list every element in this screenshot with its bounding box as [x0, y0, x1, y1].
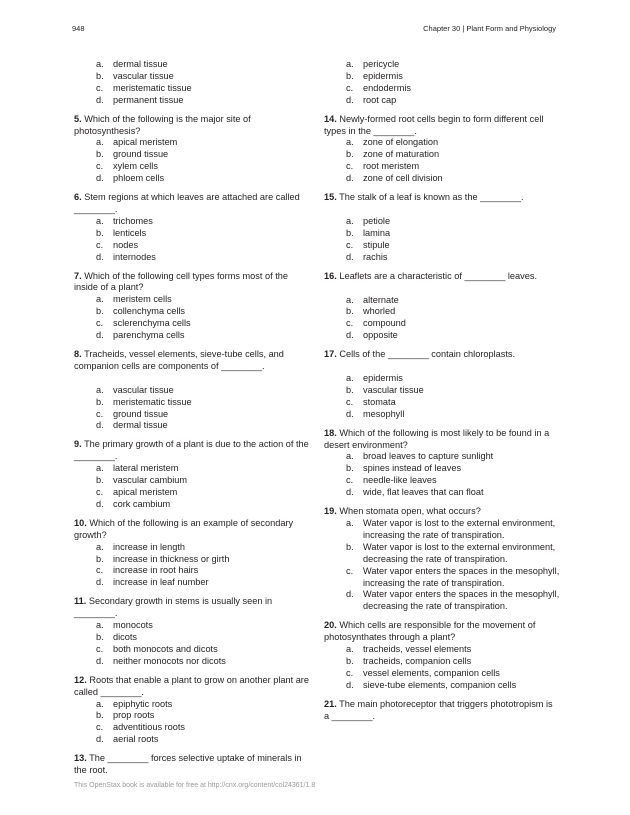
question-block [324, 192, 560, 264]
question-block [74, 114, 310, 185]
option-letter: a. [96, 620, 104, 631]
option-text: monocots [113, 620, 153, 631]
option-letter: b. [346, 227, 354, 238]
option-letter: c. [96, 643, 104, 654]
question-block [74, 596, 310, 667]
option-letter: d. [96, 94, 104, 105]
option-text: broad leaves to capture sunlight [363, 451, 494, 462]
answer-option [324, 475, 560, 487]
option-text: parenchyma cells [113, 330, 185, 341]
answer-option [74, 656, 310, 668]
answer-option [324, 451, 560, 463]
option-text: epiphytic roots [113, 698, 173, 709]
answer-option [74, 397, 310, 409]
option-letter: c. [96, 487, 104, 497]
answer-option [74, 306, 310, 318]
question-text: The main photoreceptor that triggers phototropism is a ________. [324, 698, 553, 721]
option-text: vessel elements, companion cells [363, 667, 500, 678]
option-letter: c. [96, 239, 104, 250]
answer-option [324, 680, 560, 692]
answer-option [74, 734, 310, 746]
answer-options [74, 463, 310, 511]
option-letter: b. [96, 631, 104, 642]
question-text: Leaflets are a characteristic of ________ leaves. [339, 270, 537, 281]
option-letter: a. [96, 294, 104, 305]
option-letter: d. [96, 734, 104, 745]
option-text: tracheids, vessel elements [363, 644, 472, 655]
answer-option [74, 137, 310, 149]
option-text: epidermis [363, 373, 403, 384]
option-letter: d. [96, 330, 104, 341]
option-text: xylem cells [113, 161, 158, 172]
answer-option [324, 161, 560, 173]
question-block [324, 349, 560, 421]
page-header [72, 24, 556, 36]
option-letter: b. [96, 710, 104, 721]
question-stem [324, 506, 560, 518]
option-letter: b. [346, 306, 354, 317]
option-text: rachis [363, 251, 388, 262]
option-text: petiole [363, 215, 391, 226]
answer-options [74, 216, 310, 264]
question-block [324, 428, 560, 499]
answer-option [74, 252, 310, 264]
answer-option [74, 294, 310, 306]
option-letter: b. [96, 306, 104, 317]
question-number: 8. [74, 348, 82, 359]
answer-option [324, 228, 560, 240]
option-letter: c. [96, 161, 104, 172]
option-text: lamina [363, 227, 391, 238]
question-number: 13. [74, 753, 87, 764]
question-number: 20. [324, 620, 337, 631]
answer-option [74, 409, 310, 421]
option-letter: c. [346, 667, 354, 678]
option-letter: d. [96, 173, 104, 184]
question-block [74, 753, 310, 777]
option-letter: c. [346, 239, 354, 250]
option-text: vascular tissue [363, 384, 424, 395]
answer-option [324, 137, 560, 149]
question-block [324, 59, 560, 107]
option-letter: c. [96, 722, 104, 733]
option-text: nodes [113, 239, 139, 250]
option-text: needle-like leaves [363, 475, 437, 486]
answer-option [74, 420, 310, 432]
question-number: 5. [74, 113, 82, 124]
option-letter: c. [346, 396, 354, 407]
option-text: ground tissue [113, 408, 169, 419]
answer-option [74, 554, 310, 566]
question-number: 19. [324, 506, 337, 517]
question-text: The stalk of a leaf is known as the ________. [339, 192, 524, 203]
option-letter: d. [96, 251, 104, 262]
option-text: Water vapor enters the spaces in the mesophyll, increasing the rate of transpiration. [363, 565, 560, 588]
option-text: prop roots [113, 710, 155, 721]
answer-option [324, 463, 560, 475]
question-block [324, 271, 560, 343]
answer-option [74, 149, 310, 161]
answer-options [324, 295, 560, 343]
option-text: Water vapor is lost to the external environment, increasing the rate of transpiration. [363, 518, 556, 540]
option-letter: d. [346, 679, 354, 690]
question-text: Which cells are responsible for the movement of photosynthates through a plant? [324, 620, 536, 643]
question-text: Which of the following is the major site of photosynthesis? [74, 113, 251, 136]
option-text: pericycle [363, 59, 400, 69]
answer-option [74, 161, 310, 173]
option-letter: b. [96, 227, 104, 238]
option-text: increase in leaf number [113, 577, 209, 588]
option-text: vascular cambium [113, 475, 188, 486]
question-block [74, 349, 310, 432]
left-column [74, 59, 310, 784]
question-block [324, 699, 560, 723]
option-text: adventitious roots [113, 722, 186, 733]
question-text: When stomata open, what occurs? [339, 506, 481, 517]
question-block [324, 620, 560, 691]
option-letter: d. [96, 498, 104, 509]
question-number: 18. [324, 427, 337, 438]
question-stem [74, 349, 310, 373]
option-letter: d. [346, 589, 354, 600]
option-letter: c. [96, 82, 104, 93]
question-stem [74, 675, 310, 699]
option-text: meristematic tissue [113, 396, 192, 407]
answer-option [74, 644, 310, 656]
answer-option [324, 644, 560, 656]
option-letter: c. [96, 318, 104, 329]
question-block [74, 192, 310, 263]
question-number: 11. [74, 596, 87, 607]
answer-option [74, 173, 310, 185]
option-letter: a. [346, 137, 354, 148]
option-text: dermal tissue [113, 420, 168, 431]
question-stem [324, 620, 560, 644]
answer-option [74, 475, 310, 487]
question-stem [324, 428, 560, 452]
answer-option [324, 240, 560, 252]
option-text: stomata [363, 396, 396, 407]
answer-options [324, 137, 560, 185]
option-text: vascular tissue [113, 70, 174, 81]
answer-option [324, 252, 560, 264]
answer-option [74, 620, 310, 632]
answer-option [74, 216, 310, 228]
right-column [324, 59, 560, 730]
answer-option [324, 318, 560, 330]
option-letter: a. [346, 59, 354, 69]
option-text: meristematic tissue [113, 82, 192, 93]
option-text: Water vapor is lost to the external environment, decreasing the rate of transpiration. [363, 541, 556, 564]
option-letter: d. [346, 330, 354, 341]
answer-option [324, 589, 560, 613]
question-stem [74, 192, 310, 216]
answer-option [324, 397, 560, 409]
option-letter: a. [346, 373, 354, 384]
option-text: Water vapor enters the spaces in the mesophyll, decreasing the rate of transpiration. [363, 589, 560, 612]
option-letter: d. [346, 487, 354, 498]
question-stem [74, 439, 310, 463]
answer-option [324, 373, 560, 385]
option-text: epidermis [363, 70, 403, 81]
option-text: apical meristem [113, 487, 178, 497]
question-text: Newly-formed root cells begin to form different cell types in the ________. [324, 113, 544, 136]
option-text: increase in root hairs [113, 565, 199, 576]
question-text: Which of the following is most likely to be found in a desert environment? [324, 427, 550, 450]
answer-option [324, 668, 560, 680]
option-letter: b. [96, 149, 104, 160]
question-number: 6. [74, 192, 82, 203]
option-text: cork cambium [113, 498, 171, 509]
option-text: phloem cells [113, 173, 165, 184]
option-text: meristem cells [113, 294, 172, 305]
answer-option [74, 699, 310, 711]
option-text: whorled [363, 306, 396, 317]
answer-option [74, 565, 310, 577]
option-text: endodermis [363, 82, 412, 93]
answer-options [74, 620, 310, 668]
option-text: both monocots and dicots [113, 643, 218, 654]
option-text: compound [363, 318, 406, 329]
option-letter: a. [346, 451, 354, 462]
option-text: internodes [113, 251, 156, 262]
option-text: sclerenchyma cells [113, 318, 191, 329]
option-text: dicots [113, 631, 138, 642]
answer-option [324, 59, 560, 71]
option-letter: b. [346, 463, 354, 474]
option-letter: a. [96, 541, 104, 552]
question-stem [74, 271, 310, 295]
question-stem [74, 753, 310, 777]
answer-option [74, 542, 310, 554]
answer-option [74, 385, 310, 397]
question-stem [74, 114, 310, 138]
answer-options [74, 59, 310, 107]
question-stem [324, 271, 560, 283]
question-text: Which of the following cell types forms most of the inside of a plant? [74, 270, 288, 293]
option-text: apical meristem [113, 137, 178, 148]
option-text: increase in length [113, 541, 186, 552]
option-letter: c. [346, 565, 354, 576]
answer-option [74, 330, 310, 342]
answer-options [74, 137, 310, 185]
option-letter: d. [96, 577, 104, 588]
answer-option [74, 83, 310, 95]
option-letter: d. [346, 251, 354, 262]
option-text: aerial roots [113, 734, 159, 745]
question-stem [324, 699, 560, 723]
question-block [74, 675, 310, 746]
option-text: tracheids, companion cells [363, 655, 472, 666]
answer-option [324, 216, 560, 228]
answer-option [324, 306, 560, 318]
answer-option [324, 83, 560, 95]
option-text: lateral meristem [113, 463, 179, 474]
answer-option [74, 71, 310, 83]
chapter-title: Chapter 30 | Plant Form and Physiology [423, 24, 556, 33]
option-text: collenchyma cells [113, 306, 185, 317]
question-text: The ________ forces selective uptake of minerals in the root. [74, 753, 302, 776]
question-number: 17. [324, 349, 337, 360]
question-number: 16. [324, 270, 337, 281]
answer-option [324, 566, 560, 590]
question-block [74, 59, 310, 107]
option-letter: c. [96, 408, 104, 419]
answer-option [74, 463, 310, 475]
option-letter: d. [346, 94, 354, 105]
question-block [324, 506, 560, 613]
question-text: Which of the following is an example of secondary growth? [74, 517, 294, 540]
answer-option [324, 518, 560, 542]
answer-options [74, 385, 310, 433]
page-number: 948 [72, 24, 85, 33]
option-letter: a. [96, 384, 104, 395]
answer-option [324, 409, 560, 421]
option-letter: b. [346, 149, 354, 160]
answer-option [74, 577, 310, 589]
answer-options [324, 373, 560, 421]
question-stem [324, 192, 560, 204]
answer-options [324, 451, 560, 499]
answer-option [74, 632, 310, 644]
option-letter: b. [346, 655, 354, 666]
question-text: The primary growth of a plant is due to the action of the ________. [74, 439, 309, 462]
answer-option [324, 95, 560, 107]
answer-options [324, 59, 560, 107]
option-letter: b. [96, 475, 104, 486]
option-text: zone of maturation [363, 149, 440, 160]
option-letter: b. [96, 396, 104, 407]
answer-option [74, 318, 310, 330]
option-letter: c. [346, 318, 354, 329]
option-letter: a. [96, 137, 104, 148]
option-letter: b. [346, 70, 354, 81]
option-text: sieve-tube elements, companion cells [363, 679, 517, 690]
option-text: trichomes [113, 215, 153, 226]
option-text: zone of cell division [363, 173, 443, 184]
answer-option [324, 71, 560, 83]
answer-option [74, 722, 310, 734]
question-stem [324, 349, 560, 361]
question-block [324, 114, 560, 185]
question-stem [74, 596, 310, 620]
option-letter: a. [346, 644, 354, 655]
option-text: spines instead of leaves [363, 463, 462, 474]
option-letter: b. [346, 541, 354, 552]
option-text: lenticels [113, 227, 147, 238]
option-letter: b. [96, 553, 104, 564]
option-text: mesophyll [363, 408, 405, 419]
option-letter: c. [346, 475, 354, 486]
footer-note: This OpenStax book is available for free at http://cnx.org/content/col24361/1.8 [74, 782, 316, 789]
option-text: neither monocots nor dicots [113, 655, 226, 666]
answer-option [74, 499, 310, 511]
option-letter: a. [96, 59, 104, 69]
option-letter: d. [96, 655, 104, 666]
option-text: wide, flat leaves that can float [363, 487, 484, 498]
option-letter: b. [96, 70, 104, 81]
option-letter: a. [346, 518, 354, 528]
option-letter: d. [346, 173, 354, 184]
answer-option [74, 59, 310, 71]
answer-option [324, 542, 560, 566]
question-number: 15. [324, 192, 337, 203]
answer-options [74, 294, 310, 342]
question-text: Stem regions at which leaves are attached are called ________. [74, 192, 300, 214]
answer-option [74, 95, 310, 107]
question-text: Tracheids, vessel elements, sieve-tube cells, and companion cells are components of ________. [74, 348, 284, 371]
option-text: root meristem [363, 161, 420, 172]
option-text: vascular tissue [113, 384, 174, 395]
answer-option [324, 149, 560, 161]
option-letter: a. [346, 215, 354, 226]
question-text: Roots that enable a plant to grow on another plant are called ________. [74, 674, 309, 697]
answer-option [74, 487, 310, 499]
answer-option [324, 385, 560, 397]
option-letter: d. [96, 420, 104, 431]
question-block [74, 271, 310, 342]
option-text: ground tissue [113, 149, 169, 160]
option-letter: c. [346, 161, 354, 172]
question-number: 10. [74, 517, 87, 528]
question-stem [324, 114, 560, 138]
question-text: Secondary growth in stems is usually seen in ________. [74, 596, 273, 619]
answer-options [324, 518, 560, 613]
question-stem [74, 518, 310, 542]
question-text: Cells of the ________ contain chloroplasts. [339, 349, 516, 360]
answer-options [74, 542, 310, 590]
option-text: stipule [363, 239, 390, 250]
answer-options [74, 699, 310, 747]
option-letter: b. [346, 384, 354, 395]
answer-options [324, 216, 560, 264]
option-letter: a. [346, 294, 354, 305]
option-text: root cap [363, 94, 397, 105]
option-text: permanent tissue [113, 94, 184, 105]
question-number: 21. [324, 698, 337, 709]
option-text: increase in thickness or girth [113, 553, 230, 564]
question-block [74, 439, 310, 510]
option-letter: a. [96, 463, 104, 474]
question-number: 9. [74, 439, 82, 450]
question-number: 14. [324, 113, 337, 124]
option-text: dermal tissue [113, 59, 168, 69]
option-letter: c. [346, 82, 354, 93]
option-letter: a. [96, 698, 104, 709]
question-number: 12. [74, 674, 87, 685]
answer-option [324, 295, 560, 307]
answer-option [74, 240, 310, 252]
option-letter: c. [96, 565, 104, 576]
answer-option [74, 228, 310, 240]
option-text: opposite [363, 330, 398, 341]
option-letter: d. [346, 408, 354, 419]
question-number: 7. [74, 270, 82, 281]
answer-option [324, 330, 560, 342]
answer-option [324, 656, 560, 668]
answer-options [324, 644, 560, 692]
answer-option [324, 173, 560, 185]
option-letter: a. [96, 215, 104, 226]
option-text: zone of elongation [363, 137, 439, 148]
question-block [74, 518, 310, 589]
answer-option [324, 487, 560, 499]
option-text: alternate [363, 294, 399, 305]
answer-option [74, 710, 310, 722]
